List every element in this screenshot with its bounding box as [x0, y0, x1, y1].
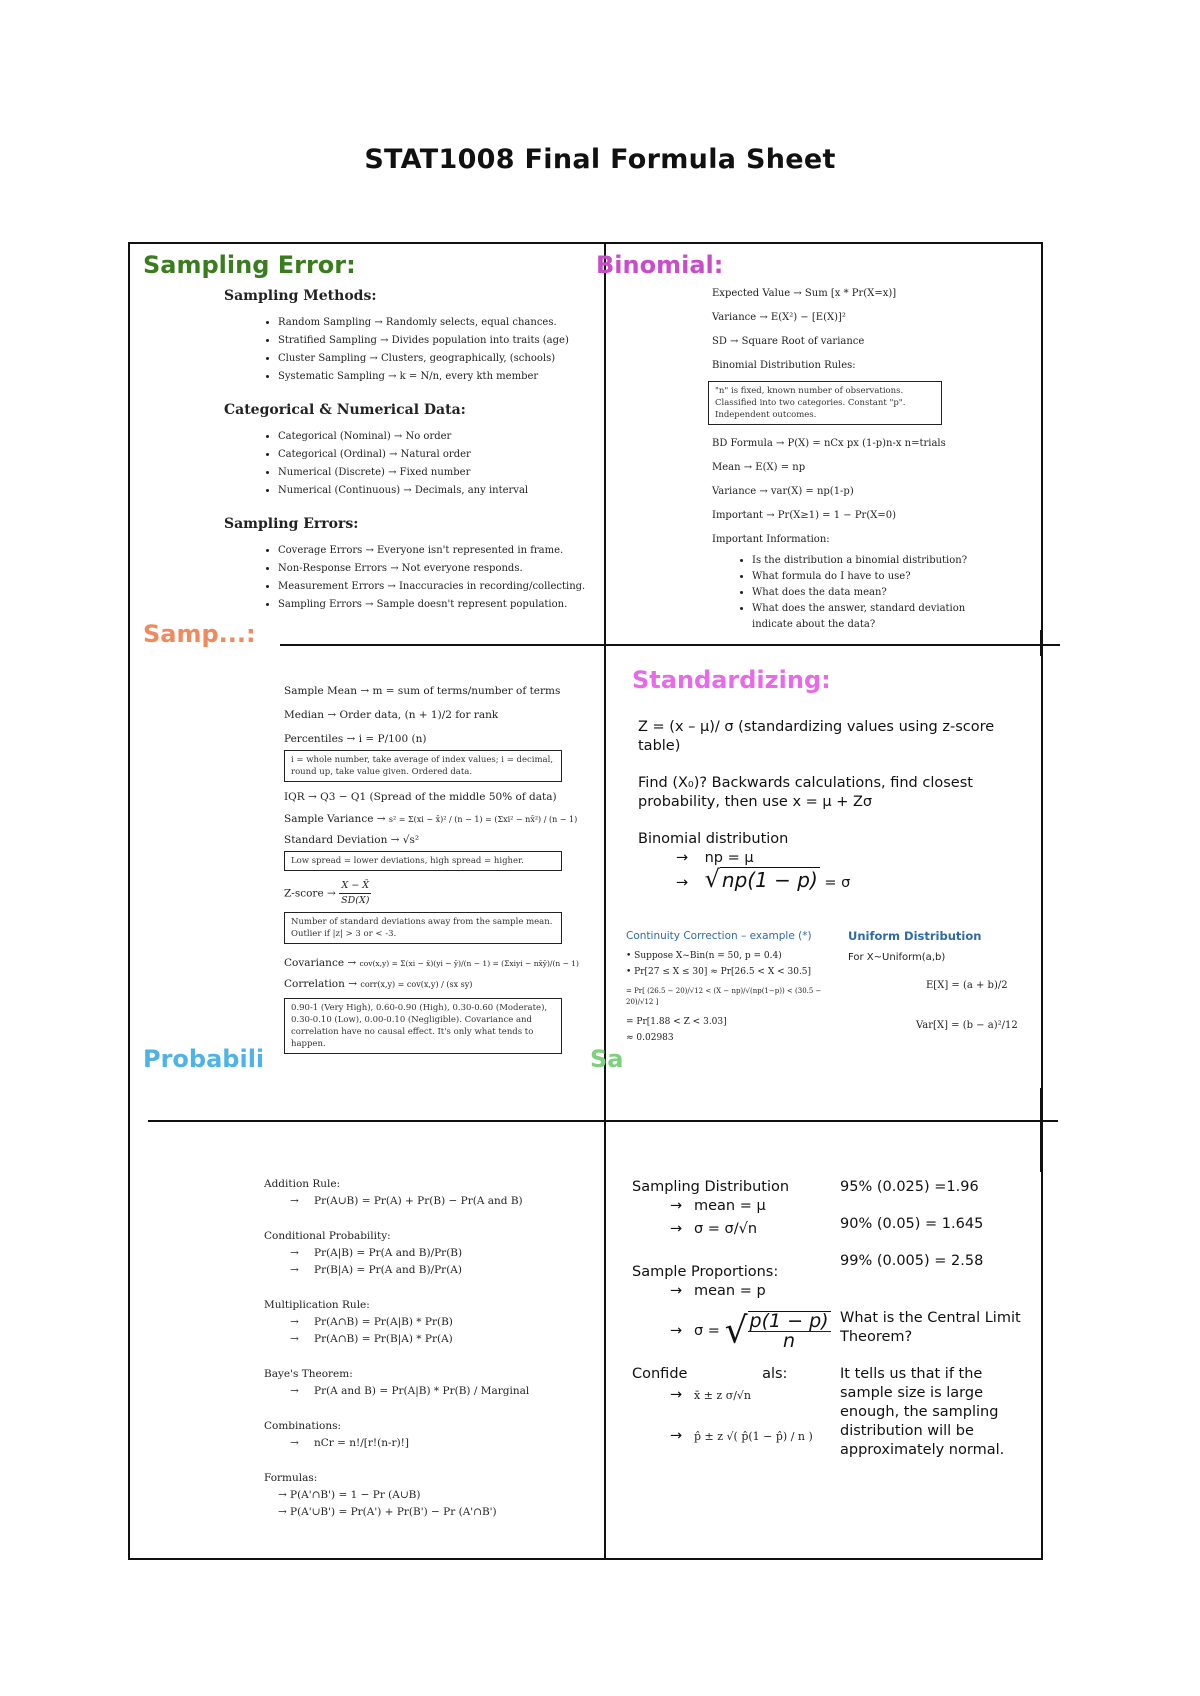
probability-section [264, 1176, 594, 1521]
sampling-errors-title: Sampling Errors: [224, 516, 359, 532]
rules-title: Binomial Distribution Rules: [712, 360, 856, 371]
cc-line: = Pr[ (26.5 − 20)/√12 < (X − np)/√(np(1−p)) < (30.5 − 20)/√12 ] [626, 987, 822, 1006]
arrow-icon: → [290, 1437, 299, 1449]
sd-box: Low spread = lower deviations, high spread = higher. [284, 851, 562, 871]
important-info-list [712, 553, 992, 633]
cc-line: ≈ 0.02983 [626, 1033, 674, 1043]
percentiles: Percentiles → i = P/100 (n) [284, 733, 427, 745]
prop-sigma-numerator: p(1 − p) [749, 1310, 829, 1332]
standard-deviation-label: Standard Deviation → √s² [284, 834, 420, 846]
ci-title-end: als: [762, 1366, 788, 1382]
list-item: • Categorical (Ordinal) → Natural order [278, 446, 594, 464]
multiplication-row [264, 1331, 594, 1348]
heading-sample-statistics: Samp...: [143, 620, 256, 648]
uniform-for: For X~Uniform(a,b) [848, 952, 946, 963]
sqrt-row [638, 865, 1038, 893]
bayes-row [264, 1383, 594, 1400]
z-90: 90% (0.05) = 1.645 [840, 1216, 984, 1232]
frame-top [128, 242, 1043, 244]
row-divider-1 [280, 644, 1060, 646]
standardizing-section [638, 718, 1038, 893]
percentile-box: i = whole number, take average of index values; i = decimal, round up, take value given. Ordered data. [284, 750, 562, 782]
sampling-errors-list [224, 542, 594, 614]
formulas-text: P(A'∪B') = Pr(A') + Pr(B') − Pr (A'∩B') [290, 1506, 497, 1518]
arrow-icon: → [670, 1428, 683, 1444]
arrow-icon: → [670, 1198, 683, 1214]
sd-sigma-row [632, 1220, 832, 1239]
variance: Variance → E(X²) − [E(X)]² [712, 312, 846, 323]
clt-answer: It tells us that if the sample size is large enough, the sampling distribution will be approximately normal. [840, 1366, 1005, 1458]
row-divider-2 [148, 1120, 1058, 1122]
covariance-label: Covariance → [284, 957, 357, 969]
arrow-icon: → [290, 1247, 299, 1259]
ci-title: Confide [632, 1366, 688, 1382]
arrow-icon: → [670, 1221, 683, 1237]
prop-sigma-prefix: σ = [694, 1323, 720, 1339]
list-item: • Is the distribution a binomial distribution? [752, 553, 992, 569]
data-types-title: Categorical & Numerical Data: [224, 402, 466, 418]
binomial-variance: Variance → var(X) = np(1-p) [712, 486, 854, 497]
cc-line: • Suppose X~Bin(n = 50, p = 0.4) [626, 951, 782, 961]
clt-question: What is the Central Limit Theorem? [840, 1310, 1021, 1345]
multiplication-text: Pr(A∩B) = Pr(A|B) * Pr(B) [314, 1316, 453, 1328]
combinations-row [264, 1435, 594, 1452]
uniform-mean: E[X] = (a + b)/2 [926, 980, 1008, 991]
heading-sampling-distribution: Sa [590, 1045, 624, 1073]
list-item: • Random Sampling → Randomly selects, equal chances. [278, 314, 594, 332]
list-item: • Numerical (Discrete) → Fixed number [278, 464, 594, 482]
list-item: • Systematic Sampling → k = N/n, every kth member [278, 368, 594, 386]
correlation-row [284, 977, 589, 992]
at-least-one: Important → Pr(X≥1) = 1 − Pr(X=0) [712, 510, 896, 521]
z-values-section [840, 1178, 1038, 1460]
prop-mean-row [632, 1282, 832, 1301]
correlation-box: 0.90-1 (Very High), 0.60-0.90 (High), 0.30-0.60 (Moderate), 0.30-0.10 (Low), 0.00-0.10 (Negligible). Covariance and correlation have no causal effect. It's only what tends to happen. [284, 998, 562, 1054]
tick-right-2 [1040, 1088, 1042, 1172]
list-item: • Stratified Sampling → Divides population into traits (age) [278, 332, 594, 350]
conditional-row [264, 1262, 594, 1279]
sample-mean: Sample Mean → m = sum of terms/number of terms [284, 685, 561, 697]
ci-title-row [632, 1365, 832, 1384]
data-types-list [224, 428, 594, 500]
sampling-methods-list [224, 314, 594, 386]
conditional-text: Pr(A|B) = Pr(A and B)/Pr(B) [314, 1247, 463, 1259]
z-formula: Z = (x – μ)/ σ (standardizing values using z-score table) [638, 719, 995, 754]
combinations-text: nCr = n!/[r!(n-r)!] [314, 1437, 409, 1449]
addition-rule-title: Addition Rule: [264, 1178, 341, 1190]
conditional-text: Pr(B|A) = Pr(A and B)/Pr(A) [314, 1264, 462, 1276]
important-info-title: Important Information: [712, 534, 830, 545]
tick-right-1 [1040, 630, 1042, 656]
np-row [638, 849, 1038, 868]
sd-sigma: σ = σ/√n [694, 1221, 758, 1237]
uniform-distribution-block [848, 928, 1038, 1034]
heading-binomial: Binomial: [596, 251, 724, 279]
list-item: • Coverage Errors → Everyone isn't represented in frame. [278, 542, 594, 560]
arrow-icon: → [278, 1489, 287, 1501]
sqrt-icon: √ [724, 1310, 748, 1352]
prop-sigma-fraction [748, 1311, 831, 1351]
bayes-title: Baye's Theorem: [264, 1368, 353, 1380]
prop-sigma-denominator: n [783, 1330, 796, 1352]
frame-bottom [128, 1558, 1043, 1560]
addition-rule-text: Pr(A∪B) = Pr(A) + Pr(B) − Pr(A and B) [314, 1195, 523, 1207]
prop-sigma-row [632, 1311, 832, 1351]
conditional-row [264, 1245, 594, 1262]
binomial-section [712, 287, 1032, 633]
bayes-text: Pr(A and B) = Pr(A|B) * Pr(B) / Marginal [314, 1385, 530, 1397]
continuity-correction-block [626, 928, 836, 1046]
heading-sampling-error: Sampling Error: [143, 251, 356, 279]
sample-variance-row [284, 812, 589, 827]
list-item: • Sampling Errors → Sample doesn't represent population. [278, 596, 594, 614]
uniform-title: Uniform Distribution [848, 929, 982, 943]
heading-standardizing: Standardizing: [632, 666, 831, 694]
standard-deviation: SD → Square Root of variance [712, 336, 865, 347]
expected-value: Expected Value → Sum [x * Pr(X=x)] [712, 288, 897, 299]
continuity-correction-title: Continuity Correction – example (*) [626, 930, 812, 942]
sample-proportions-title: Sample Proportions: [632, 1264, 779, 1280]
formulas-row [264, 1487, 594, 1504]
find-x0: Find (X₀)? Backwards calculations, find closest probability, then use x = μ + Zσ [638, 775, 973, 810]
addition-rule [264, 1193, 594, 1210]
sampling-methods-title: Sampling Methods: [224, 288, 377, 304]
iqr: IQR → Q3 − Q1 (Spread of the middle 50% of data) [284, 791, 557, 803]
z-score-box: Number of standard deviations away from the sample mean. Outlier if |z| > 3 or < -3. [284, 912, 562, 944]
multiplication-row [264, 1314, 594, 1331]
list-item: • Measurement Errors → Inaccuracies in recording/collecting. [278, 578, 594, 596]
conditional-title: Conditional Probability: [264, 1230, 391, 1242]
list-item: • Categorical (Nominal) → No order [278, 428, 594, 446]
uniform-variance: Var[X] = (b − a)²/12 [916, 1020, 1018, 1031]
cc-line: = Pr[1.88 < Z < 3.03] [626, 1017, 727, 1027]
frame-right [1041, 242, 1043, 1560]
z-95: 95% (0.025) =1.96 [840, 1179, 979, 1195]
cc-line: • Pr[27 ≤ X ≤ 30] ≈ Pr[26.5 < X < 30.5] [626, 967, 812, 977]
z-99: 99% (0.005) = 2.58 [840, 1253, 984, 1269]
list-item: • What does the answer, standard deviation indicate about the data? [752, 601, 992, 633]
covariance-row [284, 956, 589, 971]
arrow-icon: → [290, 1316, 299, 1328]
ci-prop-row [632, 1427, 832, 1446]
frame-left [128, 242, 130, 1560]
z-score-row [284, 879, 589, 908]
np-equals-mu: np = μ [704, 850, 754, 866]
ci-mean-row [632, 1386, 832, 1405]
arrow-icon: → [676, 875, 689, 891]
formulas-title: Formulas: [264, 1472, 318, 1484]
arrow-icon: → [676, 850, 689, 866]
arrow-icon: → [670, 1323, 683, 1339]
prop-mean: mean = p [694, 1283, 766, 1299]
sample-variance-formula: s² = Σ(xi − x̄)² / (n − 1) = (Σxi² − nx̄²) / (n − 1) [388, 815, 578, 824]
median: Median → Order data, (n + 1)/2 for rank [284, 709, 499, 721]
sampling-distribution-title: Sampling Distribution [632, 1179, 790, 1195]
sampling-distribution-section [632, 1178, 832, 1446]
z-score-fraction [339, 879, 371, 908]
list-item: • Numerical (Continuous) → Decimals, any interval [278, 482, 594, 500]
multiplication-title: Multiplication Rule: [264, 1299, 370, 1311]
binomial-distribution-title: Binomial distribution [638, 831, 789, 847]
list-item: • Cluster Sampling → Clusters, geographically, (schools) [278, 350, 594, 368]
sampling-error-section [224, 288, 594, 614]
list-item: • What does the data mean? [752, 585, 992, 601]
combinations-title: Combinations: [264, 1420, 342, 1432]
ci-prop: p̂ ± z √( p̂(1 − p̂) / n ) [694, 1430, 813, 1443]
center-divider [604, 242, 606, 1560]
sqrt-icon: √ [704, 865, 720, 893]
z-score-label: Z-score → [284, 887, 336, 900]
ci-mean: x̄ ± z σ/√n [694, 1389, 752, 1402]
arrow-icon: → [290, 1333, 299, 1345]
formulas-text: P(A'∩B') = 1 − Pr (A∪B) [290, 1489, 421, 1501]
heading-probability: Probabili [143, 1045, 265, 1073]
sd-mean-row [632, 1197, 832, 1216]
arrow-icon: → [290, 1385, 299, 1397]
arrow-icon: → [670, 1283, 683, 1299]
sd-mean: mean = μ [694, 1198, 766, 1214]
sample-statistics-section [284, 684, 589, 1054]
binomial-mean: Mean → E(X) = np [712, 462, 806, 473]
bd-formula: BD Formula → P(X) = nCx px (1-p)n-x n=trials [712, 438, 946, 449]
z-score-numerator: X − X̄ [339, 879, 371, 894]
arrow-icon: → [290, 1264, 299, 1276]
arrow-icon: → [670, 1387, 683, 1403]
correlation-label: Correlation → [284, 978, 358, 990]
page-title: STAT1008 Final Formula Sheet [364, 144, 836, 175]
sample-variance-label: Sample Variance → [284, 813, 386, 825]
z-score-denominator: SD(X) [341, 895, 370, 906]
list-item: • Non-Response Errors → Not everyone responds. [278, 560, 594, 578]
sqrt-equals-sigma: = σ [824, 875, 851, 891]
correlation-formula: corr(x,y) = cov(x,y) / (sx sy) [360, 980, 473, 989]
rules-box: "n" is fixed, known number of observations. Classified into two categories. Constant "p". Independent outcomes. [708, 381, 942, 425]
arrow-icon: → [290, 1195, 299, 1207]
covariance-formula: cov(x,y) = Σ(xi − x̄)(yi − ȳ)/(n − 1) = (Σxiyi − nx̄ȳ)/(n − 1) [359, 959, 579, 968]
multiplication-text: Pr(A∩B) = Pr(B|A) * Pr(A) [314, 1333, 453, 1345]
formulas-row [264, 1504, 594, 1521]
list-item: • What formula do I have to use? [752, 569, 992, 585]
arrow-icon: → [278, 1506, 287, 1518]
sqrt-radicand: np(1 − p) [721, 868, 818, 892]
